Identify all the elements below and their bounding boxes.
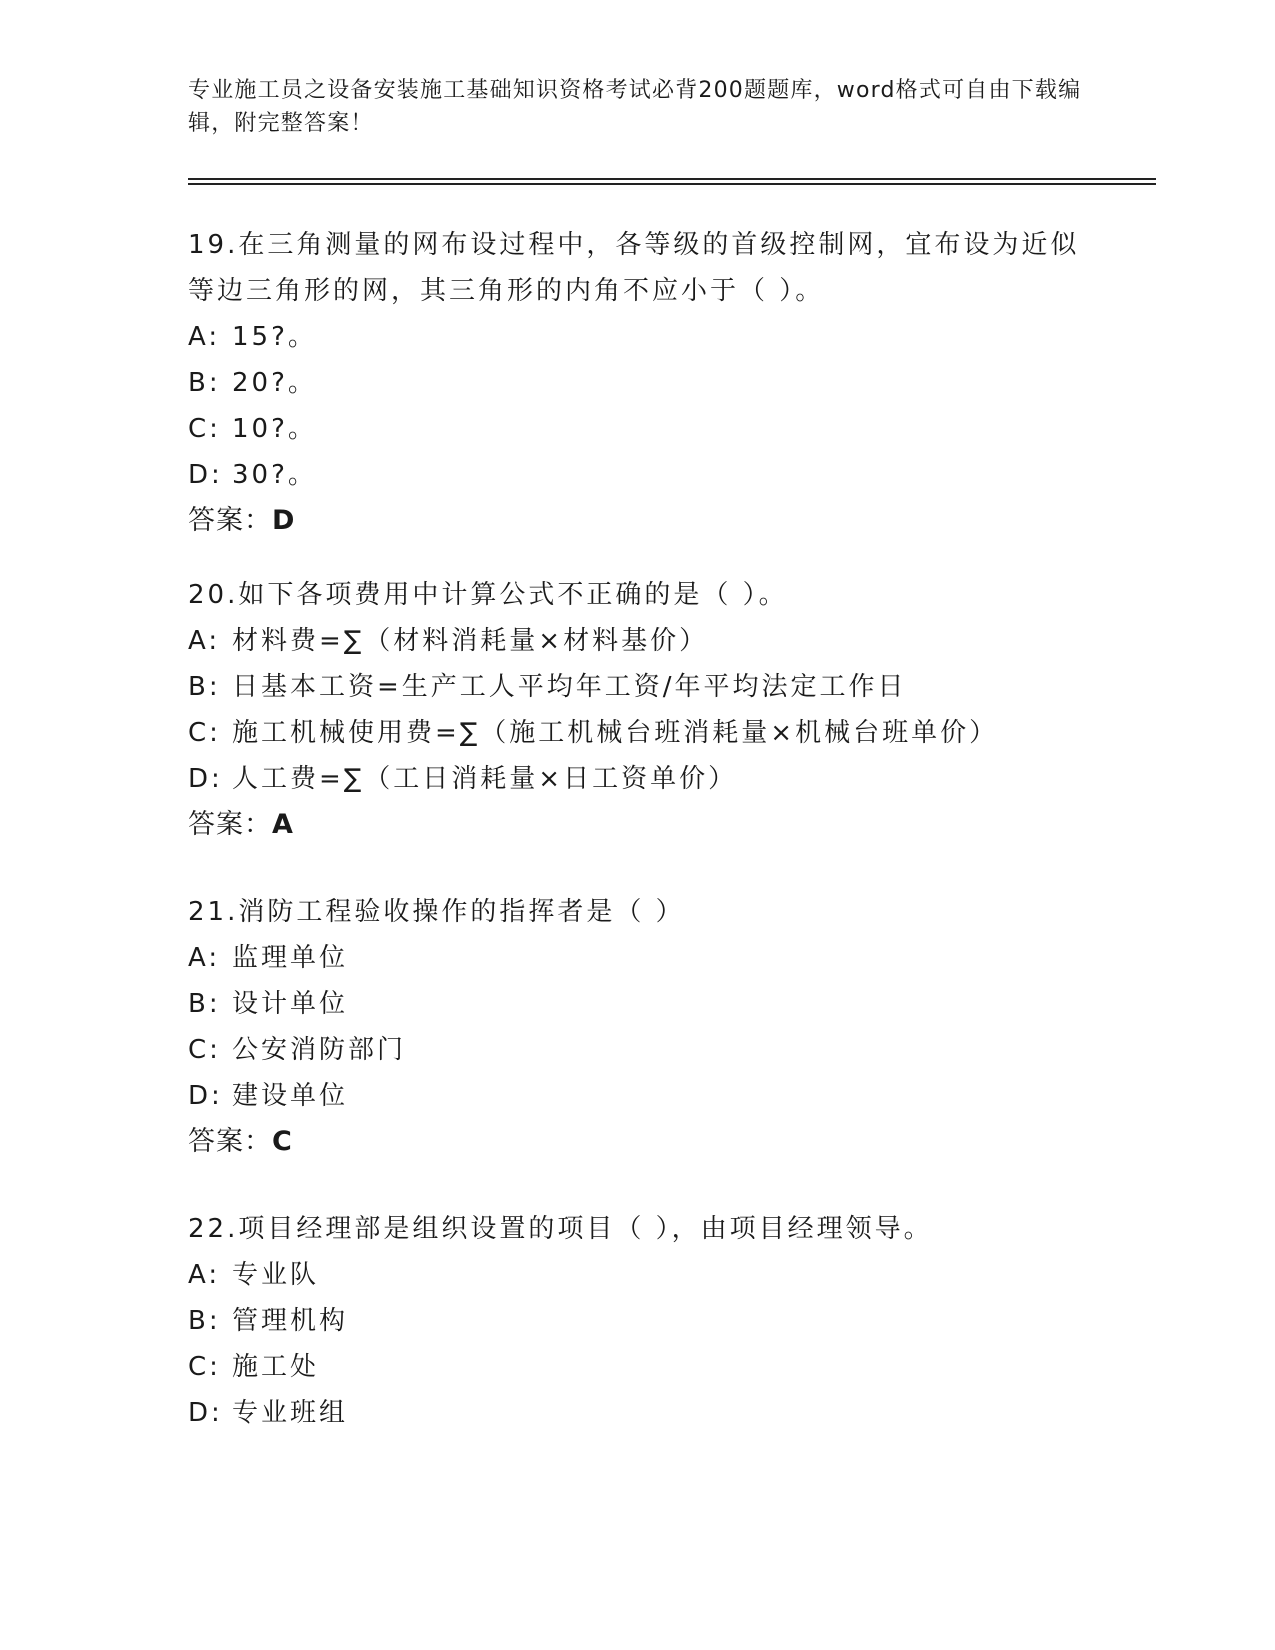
option-letter: A: bbox=[188, 1260, 221, 1290]
option-text: 公安消防部门 bbox=[232, 1035, 407, 1065]
option-letter: D: bbox=[188, 1081, 223, 1111]
option-a bbox=[188, 1252, 1088, 1298]
answer-line bbox=[188, 802, 1088, 848]
option-a bbox=[188, 935, 1088, 981]
question-text: 22.项目经理部是组织设置的项目（ ），由项目经理领导。 bbox=[188, 1214, 933, 1244]
option-letter: A: bbox=[188, 943, 221, 973]
option-text: 20?。 bbox=[232, 368, 317, 398]
answer-label: 答案： bbox=[188, 1126, 272, 1157]
option-text: 材料费=∑（材料消耗量×材料基价） bbox=[232, 626, 709, 656]
option-text: 施工机械使用费=∑（施工机械台班消耗量×机械台班单价） bbox=[232, 718, 999, 748]
option-letter: D: bbox=[188, 764, 223, 794]
answer-value: C bbox=[272, 1126, 293, 1157]
option-letter: B: bbox=[188, 672, 221, 702]
option-b bbox=[188, 360, 1088, 406]
option-text: 专业班组 bbox=[232, 1398, 349, 1428]
option-letter: B: bbox=[188, 989, 221, 1019]
option-text: 人工费=∑（工日消耗量×日工资单价） bbox=[232, 764, 738, 794]
answer-label: 答案： bbox=[188, 809, 272, 840]
option-letter: C: bbox=[188, 718, 221, 748]
answer-line bbox=[188, 1119, 1088, 1165]
header-divider-bottom bbox=[188, 183, 1156, 185]
option-text: 专业队 bbox=[232, 1260, 320, 1290]
option-text: 监理单位 bbox=[232, 943, 349, 973]
answer-line bbox=[188, 498, 1088, 544]
option-c bbox=[188, 1344, 1088, 1390]
option-c bbox=[188, 710, 1088, 756]
option-d bbox=[188, 452, 1088, 498]
option-letter: D: bbox=[188, 1398, 223, 1428]
option-c bbox=[188, 1027, 1088, 1073]
option-text: 建设单位 bbox=[232, 1081, 349, 1111]
option-d bbox=[188, 756, 1088, 802]
option-b bbox=[188, 1298, 1088, 1344]
answer-value: A bbox=[272, 809, 294, 840]
option-text: 设计单位 bbox=[232, 989, 349, 1019]
option-letter: C: bbox=[188, 1352, 221, 1382]
option-d bbox=[188, 1390, 1088, 1436]
answer-value: D bbox=[272, 505, 296, 536]
option-letter: A: bbox=[188, 322, 221, 352]
header-divider-top bbox=[188, 178, 1156, 180]
option-letter: C: bbox=[188, 414, 221, 444]
option-a bbox=[188, 314, 1088, 360]
question-text: 21.消防工程验收操作的指挥者是（ ） bbox=[188, 897, 685, 927]
option-a bbox=[188, 618, 1088, 664]
option-c bbox=[188, 406, 1088, 452]
option-b bbox=[188, 664, 1088, 710]
question-block bbox=[188, 222, 1088, 544]
document-header: 专业施工员之设备安装施工基础知识资格考试必背200题题库，word格式可自由下载编辑，附完整答案！ bbox=[188, 78, 1082, 136]
option-letter: D: bbox=[188, 460, 223, 490]
option-d bbox=[188, 1073, 1088, 1119]
option-b bbox=[188, 981, 1088, 1027]
option-text: 10?。 bbox=[232, 414, 317, 444]
option-text: 管理机构 bbox=[232, 1306, 349, 1336]
option-letter: C: bbox=[188, 1035, 221, 1065]
option-text: 15?。 bbox=[232, 322, 317, 352]
option-text: 施工处 bbox=[232, 1352, 320, 1382]
answer-label: 答案： bbox=[188, 505, 272, 536]
option-letter: A: bbox=[188, 626, 221, 656]
option-letter: B: bbox=[188, 1306, 221, 1336]
option-text: 日基本工资=生产工人平均年工资/年平均法定工作日 bbox=[232, 672, 907, 702]
question-text: 19.在三角测量的网布设过程中，各等级的首级控制网，宜布设为近似等边三角形的网，其三角形的内角不应小于（ ）。 bbox=[188, 230, 1080, 306]
question-block bbox=[188, 1206, 1088, 1436]
option-letter: B: bbox=[188, 368, 221, 398]
question-text: 20.如下各项费用中计算公式不正确的是（ ）。 bbox=[188, 580, 788, 610]
question-block bbox=[188, 572, 1088, 848]
question-block bbox=[188, 889, 1088, 1165]
option-text: 30?。 bbox=[232, 460, 317, 490]
